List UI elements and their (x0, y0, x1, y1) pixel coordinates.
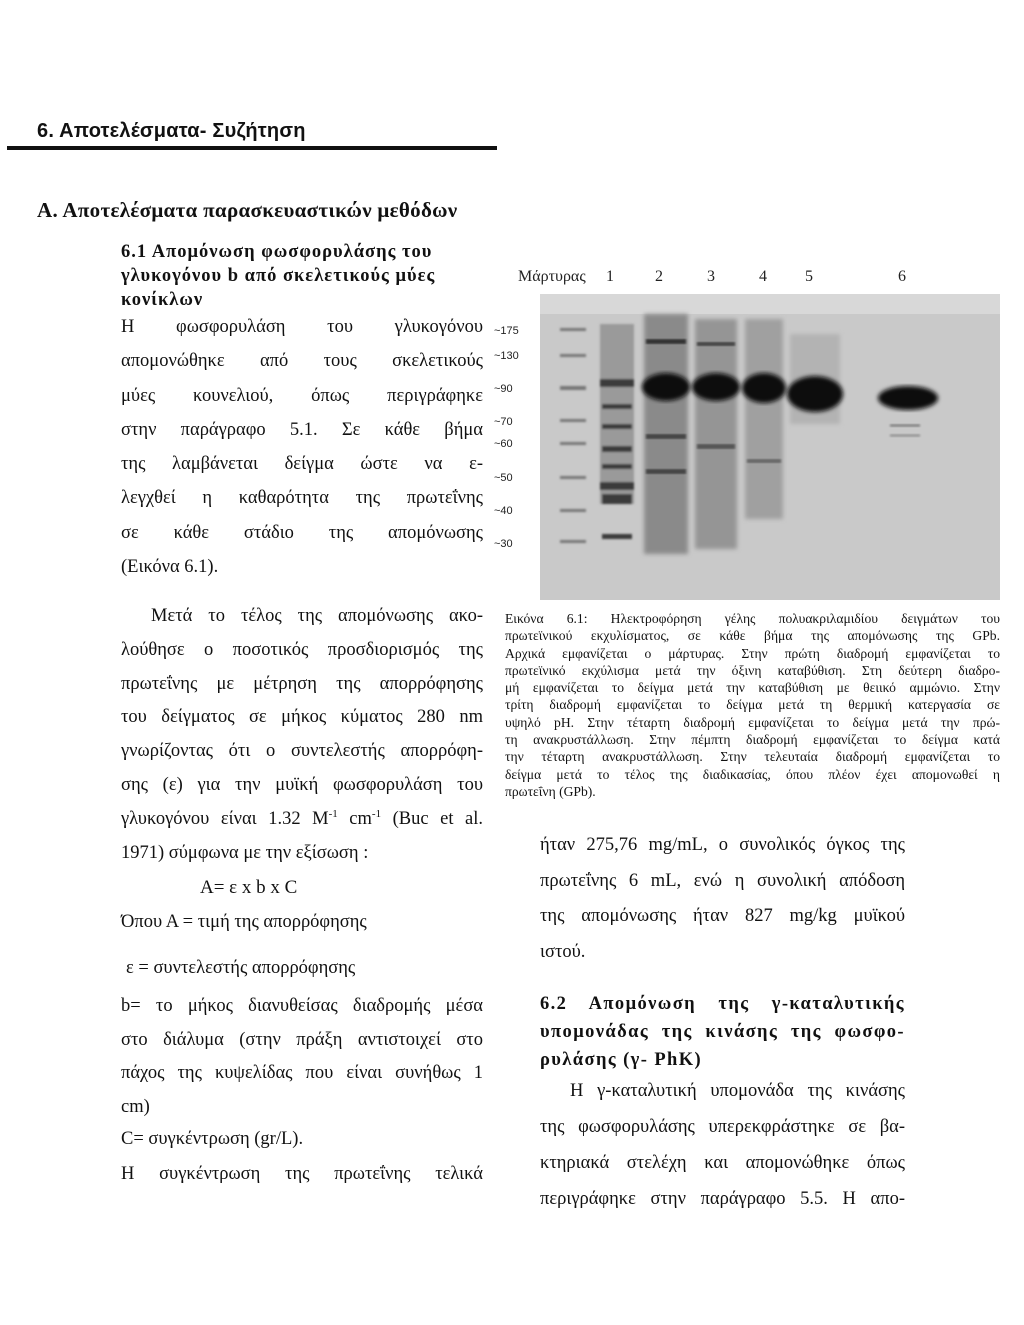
caption-line: Εικόνα 6.1: Ηλεκτροφόρηση γέλης πολυακριλαμιδίου δειγμάτων του (505, 611, 1000, 626)
text-line: σε κάθε στάδιο της απομόνωσης (121, 522, 483, 543)
definition-epsilon: ε = συντελεστής απορρόφησης (126, 958, 356, 978)
mw-label: ~50 (494, 472, 513, 484)
subsection-6-1-title (121, 240, 461, 312)
section-a-title: Α. Αποτελέσματα παρασκευαστικών μεθόδων (37, 198, 458, 222)
text-fragment: (Buc et al. (381, 808, 483, 829)
lane-label: 2 (655, 268, 663, 285)
text-line: στην παράγραφο 5.1. Σε κάθε βήμα (121, 419, 483, 440)
text-line: στο διάλυμα (στην πράξη αντιστοιχεί στο (121, 1029, 483, 1050)
caption-line: δείγμα μετά το τέλος της διαδικασίας, όπου πλέον έχει απομονωθεί η (505, 766, 1000, 782)
mw-label: ~60 (494, 438, 513, 450)
text-line: σης (ε) για την μυϊκή φωσφορυλάση του (121, 774, 483, 795)
subsection-6-2-line: υπομονάδας της κινάσης της φωσφο- (540, 1022, 905, 1042)
superscript: -1 (328, 807, 338, 820)
text-line: της λαμβάνεται δείγμα ώστε να ε- (121, 454, 483, 475)
lane-label: 1 (606, 268, 614, 285)
definition-b (121, 990, 483, 1124)
definition-c: C= συγκέντρωση (gr/L). (121, 1129, 304, 1149)
text-line: κτηριακά στελέχη και απομονώθηκε όπως (540, 1153, 905, 1173)
marker-lane-label: Μάρτυρας (518, 268, 586, 285)
text-line: Μετά το τέλος της απομόνωσης ακο- (151, 606, 483, 626)
text-line: ήταν 275,76 mg/mL, ο συνολικός όγκος της (540, 835, 905, 855)
superscript: -1 (371, 807, 382, 820)
lane-label: 3 (707, 268, 715, 285)
gel-lane-header (512, 268, 912, 290)
lane-label: 5 (805, 268, 813, 285)
text-line: πρωτεΐνης με μέτρηση της απορρόφησης (121, 673, 483, 694)
text-line: πάχος της κυψελίδας που είναι συνήθως 1 (121, 1063, 483, 1083)
definition-a: Όπου Α = τιμή της απορρόφησης (121, 912, 367, 932)
mw-label: ~175 (494, 325, 519, 337)
subsection-6-2-line: 6.2 Απομόνωση της γ-καταλυτικής (540, 994, 905, 1014)
mw-label: ~30 (494, 538, 513, 550)
text-line: πρωτεΐνης 6 mL, ενώ η συνολική απόδοση (540, 870, 905, 891)
text-line: γνωρίζοντας ότι ο συντελεστής απορρόφη- (121, 741, 483, 762)
caption-line: Αρχικά εμφανίζεται ο μάρτυρας. Στην πρώτη διαδρομή εμφανίζεται το (505, 645, 1000, 661)
text-line: λούθησε ο ποσοτικός προσδιορισμός της (121, 639, 483, 660)
text-line: της φωσφορυλάσης υπερεκφράστηκε σε βα- (540, 1117, 905, 1137)
subsection-6-2-title (540, 990, 905, 1074)
text-line: Η φωσφορυλάση του γλυκογόνου (121, 317, 483, 337)
caption-line: πρωτεϊνικού εκχυλίσματος, σε κάθε βήμα της απομόνωσης της GPb. (505, 628, 1000, 644)
text-line: b= το μήκος διανυθείσας διαδρομής μέσα (121, 996, 483, 1016)
paragraph-phk-isolation (540, 1073, 905, 1217)
subsection-6-1-line: 6.1 Απομόνωση φωσφορυλάσης του (121, 242, 433, 262)
text-line: λεγχθεί η καθαρότητα της πρωτεΐνης (121, 488, 483, 509)
sds-page-gel-image (494, 294, 1000, 600)
text-line: Η γ-καταλυτική υπομονάδα της κινάσης (570, 1081, 905, 1101)
caption-line: πρωτεΐνη (GPb). (505, 783, 596, 799)
text-line: της απομόνωσης ήταν 827 mg/kg μυϊκού (540, 906, 905, 926)
lane-label: 4 (759, 268, 767, 285)
mw-label: ~70 (494, 416, 513, 428)
text-fragment: cm (337, 808, 372, 829)
mw-label: ~40 (494, 505, 513, 517)
text-line (121, 803, 483, 837)
caption-line: υψηλό pH. Στην τέταρτη διαδρομή εμφανίζεται το δείγμα μετά την πρώ- (505, 714, 1000, 730)
text-line: ιστού. (540, 941, 586, 962)
subsection-6-2-line: ρυλάσης (γ- PhK) (540, 1050, 703, 1070)
paragraph-quantification (121, 600, 483, 870)
text-line: απομονώθηκε από τους σκελετικούς (121, 351, 483, 372)
subsection-6-1-line: γλυκογόνου b από σκελετικούς μύες (121, 266, 436, 286)
caption-line: την τέταρτη ανακρυστάλλωση. Στην τελευταία διαδρομή εμφανίζεται το (505, 749, 1000, 765)
text-line: περιγράφηκε στην παράγραφο 5.5. Η απο- (540, 1189, 905, 1209)
caption-line: τρίτη διαδρομή εμφανίζεται το δείγμα μετά τη θερμική κατεργασία σε (505, 697, 1000, 713)
lane-label: 6 (898, 268, 906, 285)
caption-line: μή εμφανίζεται το δείγμα μετά την καταβύθιση με θειικό αμμώνιο. Στην (505, 680, 1000, 696)
text-line: (Εικόνα 6.1). (121, 557, 219, 578)
caption-line: πρωτεϊνικό εκχύλισμα μετά την όξινη καταβύθιση. Στη δεύτερη διαδρο- (505, 662, 1000, 678)
text-line: του δείγματος σε μήκος κύματος 280 nm (121, 707, 483, 728)
chapter-title: 6. Αποτελέσματα- Συζήτηση (37, 120, 306, 142)
caption-line: τη ανακρυστάλλωση. Στην πέμπτη διαδρομή εμφανίζεται το δείγμα κατά (505, 732, 1000, 748)
text-line: 1971) σύμφωνα με την εξίσωση : (121, 842, 369, 863)
text-line: cm) (121, 1096, 150, 1117)
text-fragment: γλυκογόνου είναι 1.32 M (121, 808, 329, 829)
mw-label: ~90 (494, 383, 513, 395)
paragraph-isolation-intro (121, 310, 483, 584)
paragraph-yield (540, 828, 905, 970)
mw-label: ~130 (494, 350, 519, 362)
figure-6-1-caption (505, 610, 1000, 800)
subsection-6-1-line: κονίκλων (121, 290, 204, 310)
text-line: μύες κουνελιού, όπως περιγράφηκε (121, 385, 483, 406)
absorbance-equation: Α= ε x b x C (200, 877, 298, 898)
paragraph-concentration-start: Η συγκέντρωση της πρωτεΐνης τελικά (121, 1164, 483, 1184)
chapter-rule (7, 146, 497, 150)
